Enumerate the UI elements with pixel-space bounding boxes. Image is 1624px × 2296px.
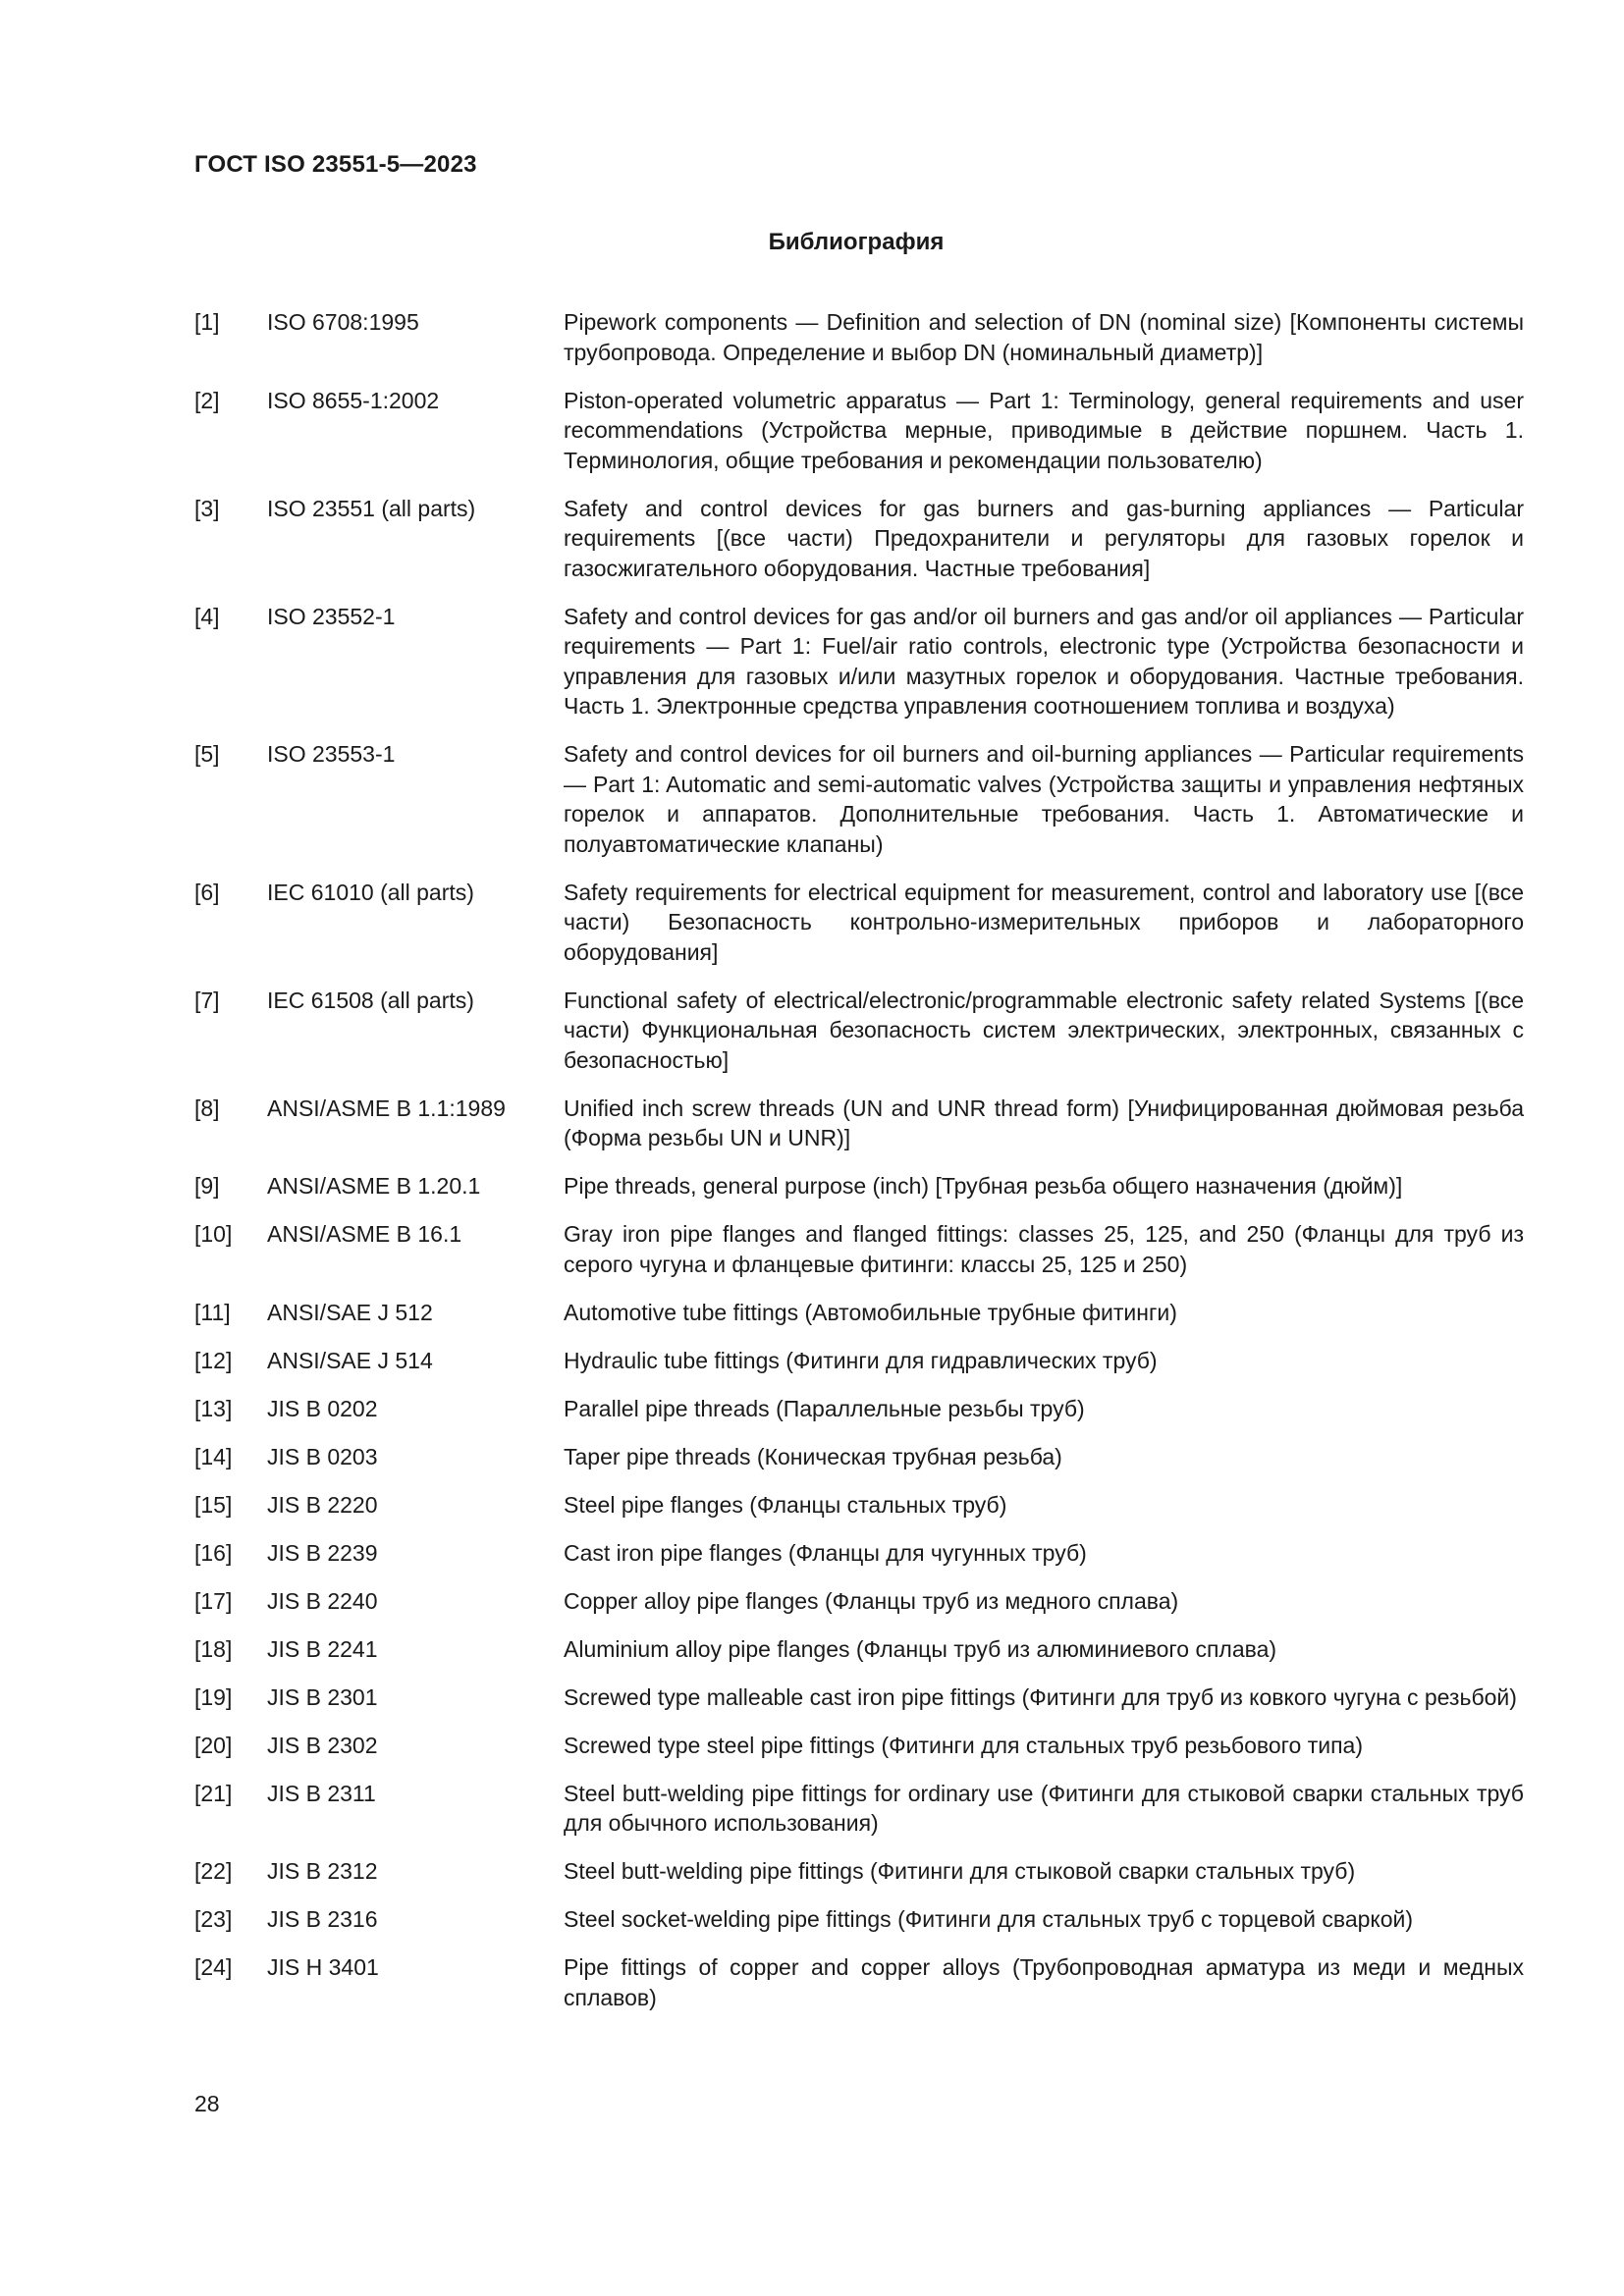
entry-reference: JIS B 2241 <box>267 1635 378 1662</box>
bibliography-entry <box>194 386 1524 476</box>
entry-description: Gray iron pipe flanges and flanged fittings: classes 25, 125, and 250 (Фланцы для труб из серого чугуна и фланцевые фитинги: классы 25, 125 и 250) <box>564 1221 1524 1277</box>
entry-reference: ANSI/SAE J 512 <box>267 1299 433 1325</box>
bibliography-entry <box>194 1219 1524 1279</box>
bibliography-entry <box>194 602 1524 721</box>
entry-reference: JIS B 2220 <box>267 1491 378 1518</box>
entry-reference: ANSI/ASME B 1.20.1 <box>267 1173 481 1199</box>
page-title: Библиография <box>768 229 945 255</box>
entry-number: [2] <box>194 387 220 413</box>
entry-reference: JIS B 2311 <box>267 1780 376 1806</box>
bibliography-entry <box>194 1856 1524 1887</box>
entry-number: [4] <box>194 603 220 629</box>
entry-description: Safety and control devices for gas and/or oil burners and gas and/or oil appliances — Particular requirements — Part 1: Fuel/air ratio controls, electronic type (Устройства безопасности и управления для газовых и/или мазутных горелок и оборудования. Частные требования. Часть 1. Электронные средства управления соотношением топлива и воздуха) <box>564 603 1524 719</box>
entry-reference: ISO 23551 (all parts) <box>267 495 476 521</box>
bibliography-entry <box>194 1538 1524 1569</box>
bibliography-entry <box>194 1682 1524 1713</box>
entry-number: [23] <box>194 1906 233 1932</box>
bibliography-entry <box>194 1634 1524 1665</box>
entry-reference: ISO 23552-1 <box>267 603 396 629</box>
entry-reference: JIS B 0203 <box>267 1443 378 1469</box>
entry-description: Unified inch screw threads (UN and UNR thread form) [Унифицированная дюймовая резьба (Форма резьбы UN и UNR)] <box>564 1095 1524 1150</box>
entry-description: Cast iron pipe flanges (Фланцы для чугунных труб) <box>564 1539 1087 1566</box>
entry-reference: ANSI/ASME B 16.1 <box>267 1221 462 1247</box>
page-number: 28 <box>194 2091 220 2116</box>
entry-number: [12] <box>194 1347 233 1373</box>
bibliography-entry <box>194 1298 1524 1328</box>
bibliography-entry <box>194 494 1524 584</box>
entry-description: Safety and control devices for oil burners and oil-burning appliances — Particular requirements — Part 1: Automatic and semi-automatic valves (Устройства защиты и управления нефтяных горелок и аппаратов. Дополнительные требования. Часть 1. Автоматические и полуавтоматические клапаны) <box>564 741 1524 857</box>
entry-reference: JIS B 2312 <box>267 1858 378 1884</box>
entry-reference: JIS B 2301 <box>267 1683 378 1710</box>
entry-reference: ANSI/ASME B 1.1:1989 <box>267 1095 506 1121</box>
entry-reference: JIS B 0202 <box>267 1395 378 1421</box>
bibliography-entry <box>194 1586 1524 1617</box>
entry-reference: JIS B 2302 <box>267 1732 378 1758</box>
entry-number: [24] <box>194 1954 233 1980</box>
entry-reference: ANSI/SAE J 514 <box>267 1347 433 1373</box>
entry-number: [11] <box>194 1299 231 1325</box>
entry-reference: ISO 8655-1:2002 <box>267 387 440 413</box>
entry-description: Steel butt-welding pipe fittings (Фитинги для стыковой сварки стальных труб) <box>564 1858 1356 1884</box>
entry-description: Pipe fittings of copper and copper alloys (Трубопроводная арматура из меди и медных сплавов) <box>564 1954 1524 2010</box>
bibliography-entry <box>194 739 1524 859</box>
entry-number: [3] <box>194 495 220 521</box>
bibliography-entry <box>194 307 1524 367</box>
entry-reference: ISO 6708:1995 <box>267 309 419 335</box>
entry-number: [13] <box>194 1395 233 1421</box>
entry-description: Pipework components — Definition and selection of DN (nominal size) [Компоненты системы трубопровода. Определение и выбор DN (номинальный диаметр)] <box>564 309 1524 365</box>
entry-number: [20] <box>194 1732 233 1758</box>
entry-description: Copper alloy pipe flanges (Фланцы труб из медного сплава) <box>564 1587 1179 1614</box>
entry-number: [15] <box>194 1491 233 1518</box>
bibliography-entry <box>194 1171 1524 1201</box>
entry-number: [19] <box>194 1683 233 1710</box>
entry-reference: ISO 23553-1 <box>267 741 396 767</box>
entry-reference: IEC 61508 (all parts) <box>267 987 474 1013</box>
entry-number: [8] <box>194 1095 220 1121</box>
entry-number: [1] <box>194 309 220 335</box>
entry-number: [22] <box>194 1858 233 1884</box>
bibliography-entry <box>194 1346 1524 1376</box>
entry-number: [14] <box>194 1443 233 1469</box>
entry-number: [16] <box>194 1539 233 1566</box>
entry-description: Aluminium alloy pipe flanges (Фланцы труб из алюминиевого сплава) <box>564 1635 1277 1662</box>
entry-description: Functional safety of electrical/electronic/programmable electronic safety related Systems [(все части) Функциональная безопасность систем электрических, электронных, связанных с безопасностью] <box>564 987 1524 1073</box>
bibliography-entry <box>194 1779 1524 1839</box>
entry-reference: JIS B 2239 <box>267 1539 378 1566</box>
document-header: ГОСТ ISO 23551-5—2023 <box>194 151 477 178</box>
entry-description: Steel pipe flanges (Фланцы стальных труб) <box>564 1491 1007 1518</box>
entry-number: [17] <box>194 1587 233 1614</box>
entry-description: Hydraulic tube fittings (Фитинги для гидравлических труб) <box>564 1347 1158 1373</box>
entry-description: Screwed type steel pipe fittings (Фитинги для стальных труб резьбового типа) <box>564 1732 1363 1758</box>
entry-description: Parallel pipe threads (Параллельные резьбы труб) <box>564 1395 1085 1421</box>
bibliography-entry <box>194 986 1524 1076</box>
bibliography-entry <box>194 878 1524 968</box>
entry-description: Screwed type malleable cast iron pipe fittings (Фитинги для труб из ковкого чугуна с резьбой) <box>564 1683 1517 1710</box>
entry-reference: IEC 61010 (all parts) <box>267 879 474 905</box>
bibliography-entry <box>194 1490 1524 1521</box>
entry-reference: JIS B 2240 <box>267 1587 378 1614</box>
bibliography-list <box>194 307 1524 2031</box>
entry-number: [10] <box>194 1221 233 1247</box>
entry-number: [21] <box>194 1780 233 1806</box>
entry-description: Taper pipe threads (Коническая трубная резьба) <box>564 1443 1062 1469</box>
bibliography-entry <box>194 1394 1524 1424</box>
entry-description: Steel butt-welding pipe fittings for ordinary use (Фитинги для стыковой сварки стальных труб для обычного использования) <box>564 1780 1524 1836</box>
bibliography-entry <box>194 1094 1524 1153</box>
entry-number: [6] <box>194 879 220 905</box>
entry-description: Steel socket-welding pipe fittings (Фитинги для стальных труб с торцевой сваркой) <box>564 1906 1414 1932</box>
entry-description: Piston-operated volumetric apparatus — Part 1: Terminology, general requirements and user recommendations (Устройства мерные, приводимые в действие поршнем. Часть 1. Терминология, общие требования и рекомендации пользователю) <box>564 387 1524 473</box>
bibliography-entry <box>194 1731 1524 1761</box>
bibliography-entry <box>194 1904 1524 1935</box>
entry-description: Automotive tube fittings (Автомобильные трубные фитинги) <box>564 1299 1177 1325</box>
bibliography-entry <box>194 1952 1524 2012</box>
entry-description: Safety and control devices for gas burners and gas-burning appliances — Particular requirements [(все части) Предохранители и регуляторы для газовых горелок и газосжигательного оборудования. Частные требования] <box>564 495 1524 581</box>
entry-number: [18] <box>194 1635 233 1662</box>
entry-number: [7] <box>194 987 220 1013</box>
bibliography-entry <box>194 1442 1524 1472</box>
entry-description: Safety requirements for electrical equipment for measurement, control and laboratory use [(все части) Безопасность контрольно-измерительных приборов и лабораторного оборудования] <box>564 879 1524 965</box>
entry-description: Pipe threads, general purpose (inch) [Трубная резьба общего назначения (дюйм)] <box>564 1173 1403 1199</box>
entry-reference: JIS H 3401 <box>267 1954 379 1980</box>
entry-number: [5] <box>194 741 220 767</box>
entry-number: [9] <box>194 1173 220 1199</box>
entry-reference: JIS B 2316 <box>267 1906 378 1932</box>
